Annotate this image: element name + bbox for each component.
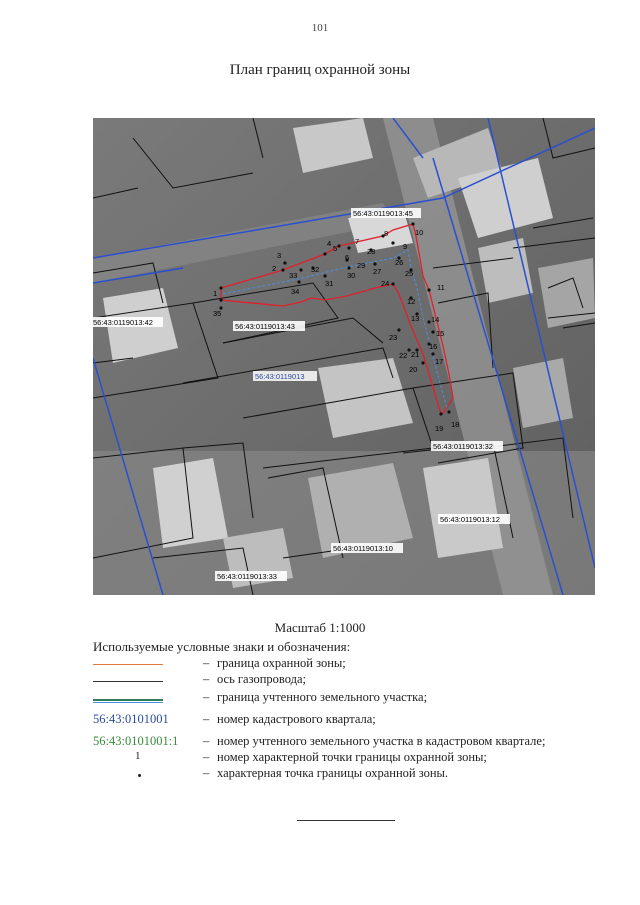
svg-text:9: 9 <box>403 242 408 251</box>
legend-item-point: – характерная точка границы охранной зоны. <box>93 766 613 782</box>
svg-text:22: 22 <box>399 351 408 360</box>
legend-item-parcel-code: 56:43:0101001:1 – номер учтенного земельного участка в кадастровом квартале; <box>93 734 546 748</box>
svg-text:56:43:0119013:33: 56:43:0119013:33 <box>217 572 277 581</box>
svg-text:56:43:0119013:32: 56:43:0119013:32 <box>433 442 493 451</box>
svg-text:29: 29 <box>357 261 366 270</box>
svg-text:56:43:0119013:12: 56:43:0119013:12 <box>440 515 500 524</box>
legend-item-zone-border: – граница охранной зоны; <box>93 656 613 672</box>
svg-text:4: 4 <box>327 239 332 248</box>
svg-text:7: 7 <box>355 237 360 246</box>
svg-text:1: 1 <box>213 289 218 298</box>
svg-text:18: 18 <box>451 420 460 429</box>
map-canvas <box>93 118 595 595</box>
svg-text:56:43:0119013:43: 56:43:0119013:43 <box>235 322 295 331</box>
svg-text:32: 32 <box>311 265 320 274</box>
page-title: План границ охранной зоны <box>229 62 411 78</box>
svg-text:28: 28 <box>367 247 376 256</box>
legend-heading: Используемые условные знаки и обозначения: <box>93 639 351 654</box>
svg-text:3: 3 <box>277 251 282 260</box>
svg-text:23: 23 <box>389 333 398 342</box>
svg-text:30: 30 <box>347 271 356 280</box>
svg-text:5: 5 <box>333 244 338 253</box>
svg-text:2: 2 <box>272 264 277 273</box>
parcel-code-sample: 56:43:0101001:1 <box>93 734 179 748</box>
svg-text:35: 35 <box>213 309 222 318</box>
svg-text:11: 11 <box>437 283 445 292</box>
svg-text:8: 8 <box>384 229 389 238</box>
svg-text:34: 34 <box>291 287 300 296</box>
svg-text:15: 15 <box>436 329 445 338</box>
svg-text:56:43:0119013:42: 56:43:0119013:42 <box>93 318 153 327</box>
svg-text:56:43:0119013:45: 56:43:0119013:45 <box>353 209 413 218</box>
svg-text:26: 26 <box>395 258 404 267</box>
gas-axis-symbol <box>93 672 205 688</box>
svg-text:56:43:0119013:10: 56:43:0119013:10 <box>333 544 393 553</box>
svg-text:31: 31 <box>325 279 334 288</box>
svg-text:56:43:0119013: 56:43:0119013 <box>255 372 305 381</box>
point-dot-icon <box>138 774 141 777</box>
parcel-border-symbol <box>93 690 205 706</box>
svg-text:12: 12 <box>407 297 416 306</box>
quarter-code-sample: 56:43:0101001 <box>93 712 169 726</box>
legend-item-parcel-border: – граница учтенного земельного участка; <box>93 690 613 706</box>
svg-text:10: 10 <box>415 228 424 237</box>
svg-text:17: 17 <box>435 357 444 366</box>
svg-text:19: 19 <box>435 424 444 433</box>
legend-item-point-number: 1 – номер характерной точки границы охранной зоны; <box>135 750 487 764</box>
svg-text:25: 25 <box>405 269 414 278</box>
legend-item-quarter-code: 56:43:0101001 – номер кадастрового квартала; <box>93 712 376 726</box>
svg-text:14: 14 <box>431 315 440 324</box>
svg-text:16: 16 <box>429 342 438 351</box>
zone-border-symbol <box>93 656 205 672</box>
svg-text:21: 21 <box>411 350 420 359</box>
svg-text:33: 33 <box>289 271 298 280</box>
page-number: 101 <box>311 22 329 34</box>
svg-text:27: 27 <box>373 267 382 276</box>
map-scale: Масштаб 1:1000 <box>274 620 366 635</box>
legend-item-gas-axis: – ось газопровода; <box>93 672 613 688</box>
footer-rule <box>297 820 395 821</box>
svg-text:13: 13 <box>411 314 420 323</box>
svg-text:24: 24 <box>381 279 390 288</box>
svg-text:6: 6 <box>345 253 350 262</box>
point-number-sample: 1 <box>135 750 141 762</box>
cadastral-map <box>93 118 595 595</box>
svg-text:20: 20 <box>409 365 418 374</box>
